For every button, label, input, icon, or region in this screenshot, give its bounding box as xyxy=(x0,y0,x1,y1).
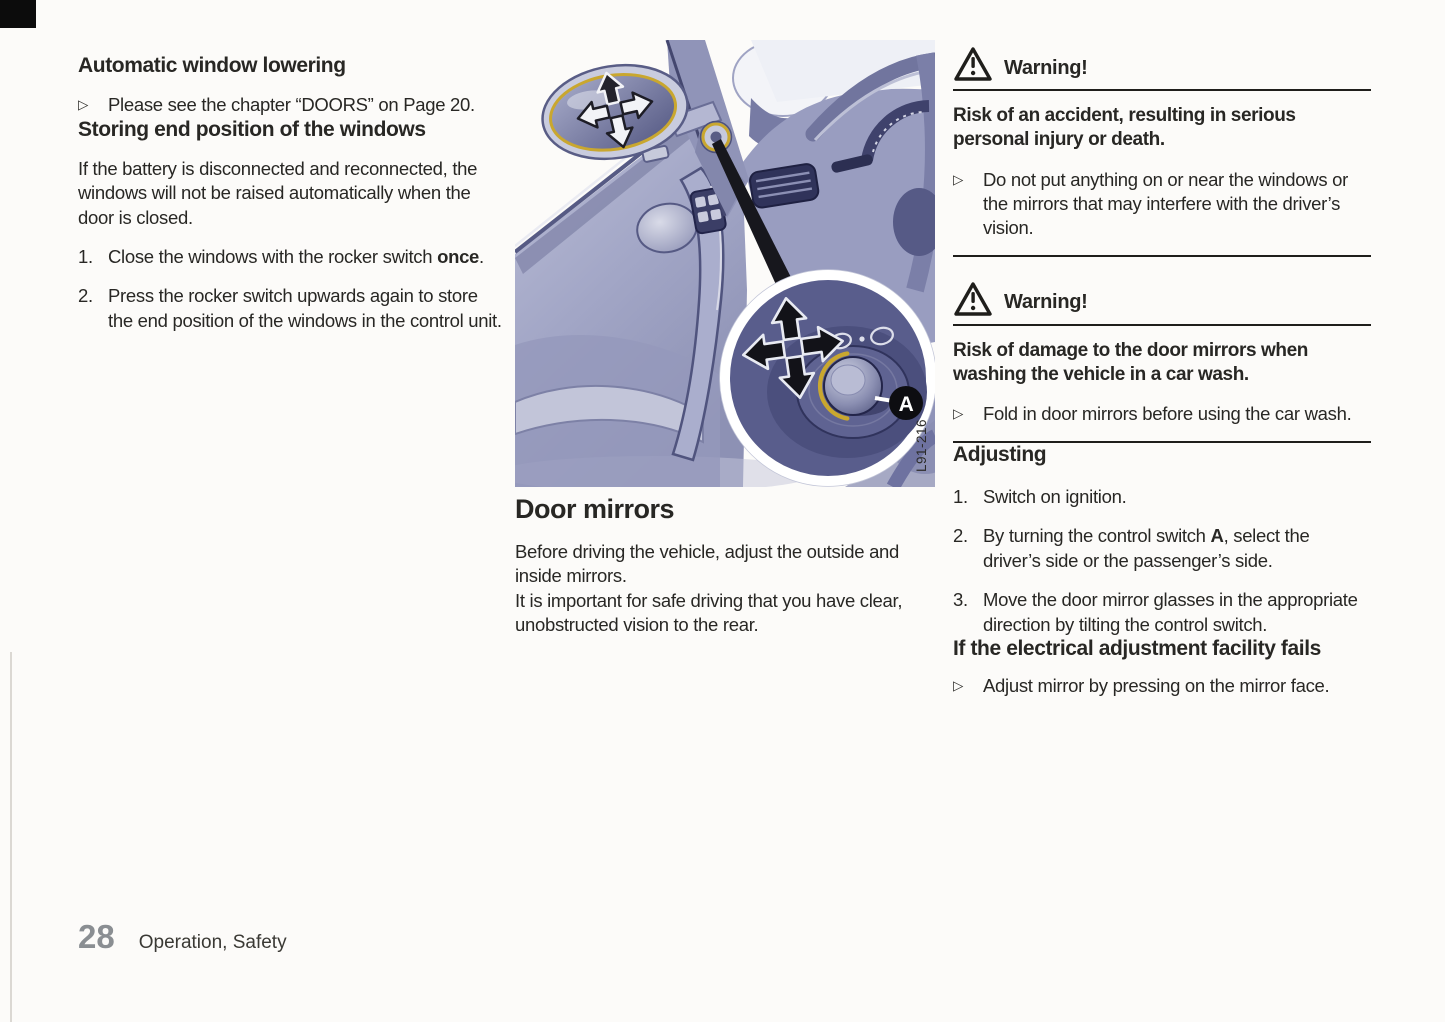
warning-box-car-wash xyxy=(953,281,1371,443)
step-text xyxy=(983,588,1371,637)
section-heading-storing-end-position: Storing end position of the windows xyxy=(78,117,426,141)
step-text-pre: Switch on ignition. xyxy=(983,486,1127,508)
step-text xyxy=(983,524,1371,573)
warning-header xyxy=(953,46,1371,91)
left-column xyxy=(78,54,502,333)
numbered-step xyxy=(78,245,502,269)
middle-column xyxy=(515,40,935,637)
door-interior-illustration xyxy=(515,40,935,487)
step-text-post: , select the driver’s side or the passenger’s side. xyxy=(983,525,1310,571)
triangle-bullet-icon: ▷ xyxy=(953,678,964,694)
step-text-pre: Move the door mirror glasses in the appropriate direction by tilting the control switch. xyxy=(983,589,1358,635)
paragraph-line: Before driving the vehicle, adjust the outside and inside mirrors. xyxy=(515,540,900,587)
step-text-pre: Close the windows with the rocker switch xyxy=(108,245,438,267)
triangle-bullet-icon: ▷ xyxy=(953,406,964,422)
warning-bullet xyxy=(953,402,1371,426)
step-number: 3. xyxy=(953,589,968,611)
scan-edge-line xyxy=(10,652,12,1022)
section-heading-electrical-failure: If the electrical adjustment facility fails xyxy=(953,637,1321,661)
numbered-step xyxy=(78,284,502,333)
section-heading-door-mirrors: Door mirrors xyxy=(515,494,675,524)
step-number: 2. xyxy=(953,525,968,547)
rule xyxy=(953,255,1371,257)
image-code: L91-216 xyxy=(914,418,929,472)
step-text-bold: once xyxy=(437,245,480,267)
footer-chapter-label: Operation, Safety xyxy=(138,932,287,953)
step-text-pre: By turning the control switch xyxy=(983,525,1211,547)
step-number: 1. xyxy=(78,245,93,267)
magnifier-inset xyxy=(720,270,935,486)
triangle-bullet-icon: ▷ xyxy=(953,171,964,187)
warning-triangle-icon xyxy=(953,281,993,317)
page-footer xyxy=(78,918,287,956)
warning-risk-text: Risk of damage to the door mirrors when washing the vehicle in a car wash. xyxy=(953,339,1308,386)
step-text xyxy=(108,284,502,333)
numbered-step xyxy=(953,485,1371,509)
warning-triangle-icon xyxy=(953,46,993,82)
warning-title: Warning! xyxy=(1004,56,1088,79)
scan-corner-artifact xyxy=(0,0,36,28)
bullet-text: Fold in door mirrors before using the car wash. xyxy=(983,403,1352,425)
bullet-text: Adjust mirror by pressing on the mirror face. xyxy=(983,675,1330,697)
warning-header xyxy=(953,281,1371,326)
bullet-text: Please see the chapter “DOORS” on Page 20. xyxy=(108,94,475,116)
electrical-bullet xyxy=(953,674,1371,698)
right-column xyxy=(953,46,1371,699)
cross-reference-bullet xyxy=(78,93,502,117)
step-text xyxy=(983,485,1371,509)
numbered-step xyxy=(953,524,1371,573)
section-heading-adjusting: Adjusting xyxy=(953,442,1047,466)
warning-box-accident xyxy=(953,46,1371,257)
paragraph-line: It is important for safe driving that you have clear, unobstructed vision to the rear. xyxy=(515,589,903,635)
triangle-bullet-icon: ▷ xyxy=(78,97,89,113)
step-text-pre: Press the rocker switch upwards again to store the end position of the windows in the control unit. xyxy=(108,285,502,331)
label-a-text: A xyxy=(898,393,914,416)
step-number: 2. xyxy=(78,285,93,307)
page-number: 28 xyxy=(78,918,115,955)
bullet-text: Do not put anything on or near the windows or the mirrors that may interfere with the driver’s vision. xyxy=(983,168,1348,239)
step-text-bold: A xyxy=(1210,525,1224,547)
warning-risk-text: Risk of an accident, resulting in serious personal injury or death. xyxy=(953,105,1296,151)
warning-bullet xyxy=(953,168,1371,241)
step-text-post: . xyxy=(479,245,484,267)
step-number: 1. xyxy=(953,486,968,508)
numbered-step xyxy=(953,588,1371,637)
label-a-badge xyxy=(889,386,923,420)
paragraph xyxy=(515,540,935,638)
paragraph: If the battery is disconnected and reconnected, the windows will not be raised automatically when the door is closed. xyxy=(78,157,478,228)
warning-title: Warning! xyxy=(1004,291,1088,314)
section-heading-automatic-window-lowering: Automatic window lowering xyxy=(78,54,346,77)
step-text xyxy=(108,245,502,269)
